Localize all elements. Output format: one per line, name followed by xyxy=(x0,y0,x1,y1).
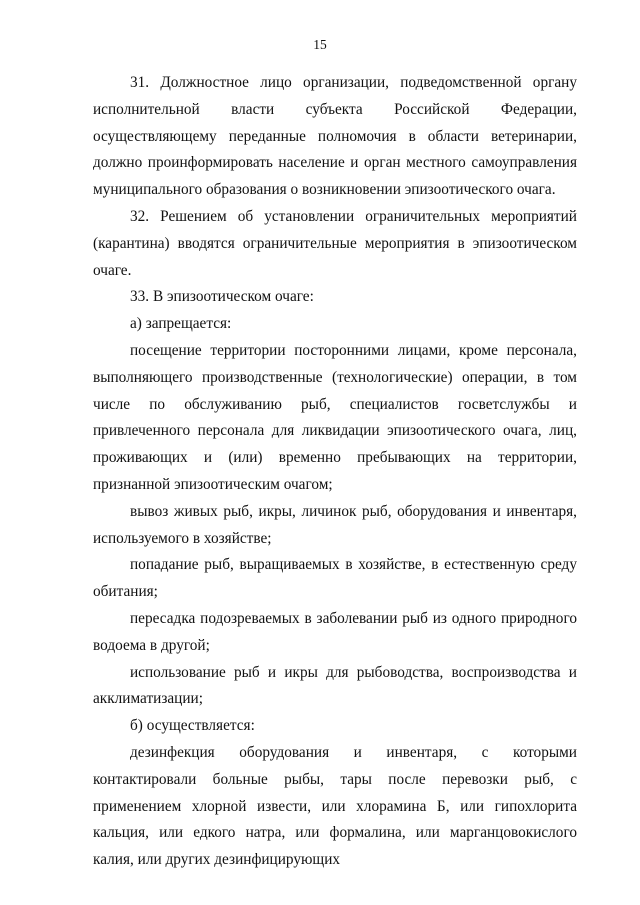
list-item-visit-ban: посещение территории посторонними лицами, кроме персонала, выполняющего производственные (технологические) операции, в том числе по обслуживанию рыб, специалистов госветслужбы и привлеченного персонала для ликвидации эпизоотического очага, лиц, проживающих и (или) временно пребывающих на территории, признанной эпизоотическим очагом; xyxy=(93,341,577,493)
paragraph-32: 32. Решением об установлении ограничительных мероприятий (карантина) вводятся ограничительные мероприятия в эпизоотическом очаге. xyxy=(93,207,577,279)
paragraph-33: 33. В эпизоотическом очаге: xyxy=(130,288,314,306)
list-item-disinfection: дезинфекция оборудования и инвентаря, с которыми контактировали больные рыбы, тары после перевозки рыб, с применением хлорной извести, или хлорамина Б, или гипохлорита кальция, или едкого натра, или формалина, или марганцовокислого калия, или других дезинфицирующих xyxy=(93,743,577,869)
list-item-export-ban: вывоз живых рыб, икры, личинок рыб, оборудования и инвентаря, используемого в хозяйстве; xyxy=(93,502,577,547)
page-number: 15 xyxy=(313,37,327,52)
document-body xyxy=(93,70,577,874)
subpoint-a: а) запрещается: xyxy=(130,315,232,333)
subpoint-b: б) осуществляется: xyxy=(130,717,255,735)
paragraph-31: 31. Должностное лицо организации, подведомственной органу исполнительной власти субъекта Российской Федерации, осуществляющему переданные полномочия в области ветеринарии, должно проинформировать население и орган местного самоуправления муниципального образования о возникновении эпизоотического очага. xyxy=(93,74,577,199)
list-item-release-ban: попадание рыб, выращиваемых в хозяйстве, в естественную среду обитания; xyxy=(93,556,577,601)
list-item-breeding-ban: использование рыб и икры для рыбоводства, воспроизводства и акклиматизации; xyxy=(93,663,577,708)
list-item-transfer-ban: пересадка подозреваемых в заболевании рыб из одного природного водоема в другой; xyxy=(93,609,577,654)
